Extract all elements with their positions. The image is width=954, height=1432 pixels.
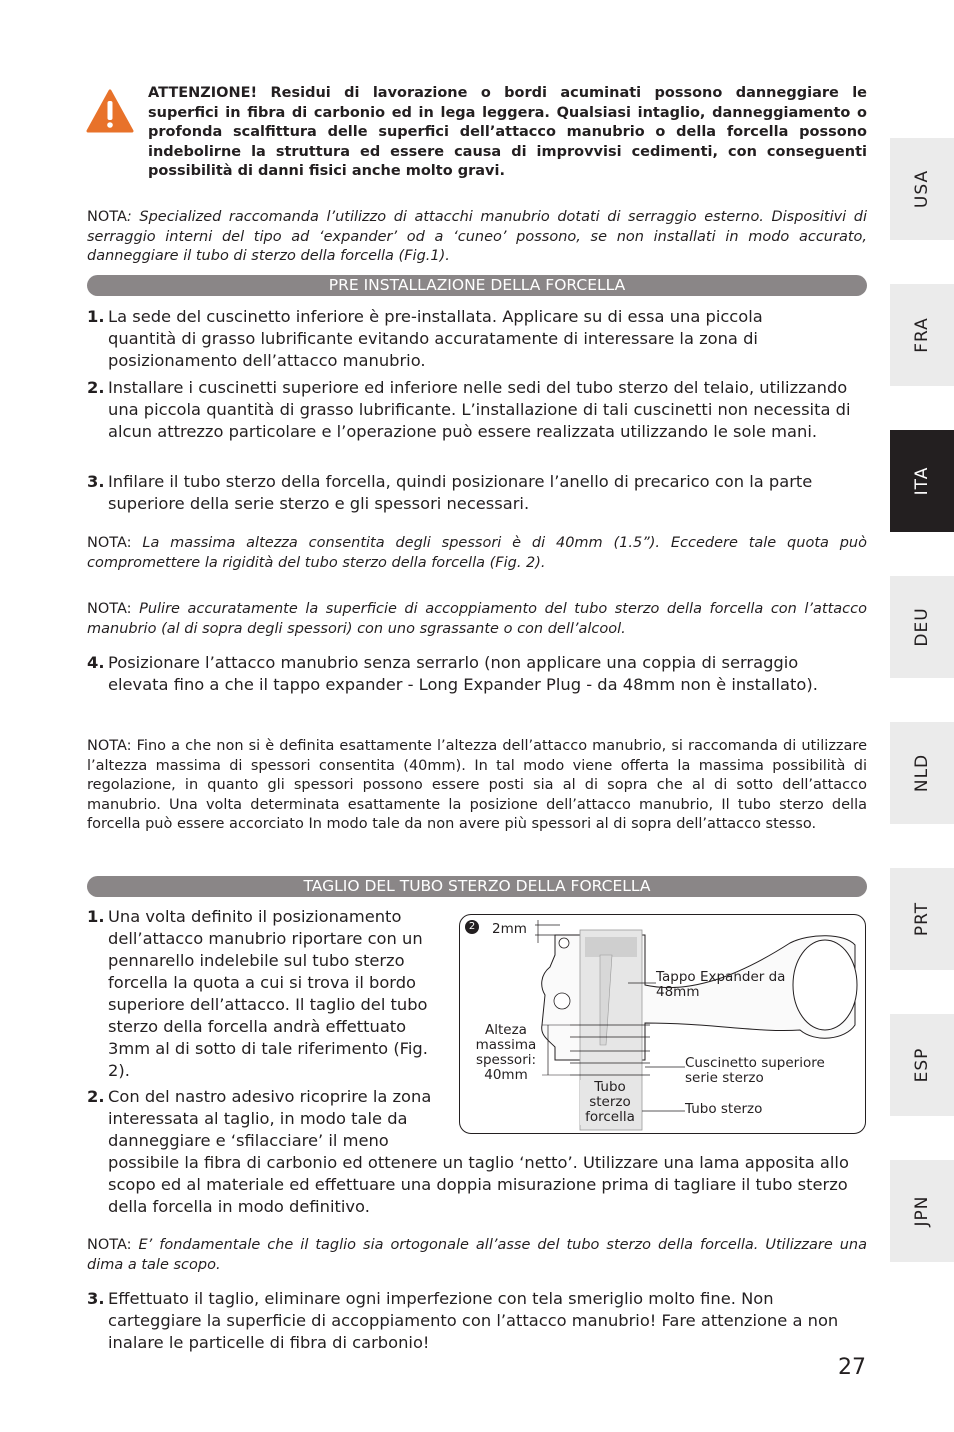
page-number: 27	[838, 1355, 866, 1380]
figure-2	[459, 914, 866, 1134]
tab-fra[interactable]: FRA	[890, 284, 954, 386]
warning-triangle-icon	[86, 88, 134, 134]
tab-nld[interactable]: NLD	[890, 722, 954, 824]
label-upper-bearing: Cuscinetto superiore serie sterzo	[685, 1055, 825, 1086]
section-title-pre-installation: PRE INSTALLAZIONE DELLA FORCELLA	[87, 275, 867, 296]
step-2: 2. Installare i cuscinetti superiore ed inferiore nelle sedi del tubo sterzo del telaio, utilizzando una piccola quantità di grasso lubrificante. L’installazione di tali cuscinetti non necessita di alcun attrezzo particolare e l’operazione può essere realizzata utilizzando le sole mani.	[87, 378, 851, 441]
tab-jpn[interactable]: JPN	[890, 1160, 954, 1262]
label-expander-plug: Tappo Expander da 48mm	[656, 969, 786, 1000]
tab-deu[interactable]: DEU	[890, 576, 954, 678]
figure-number: 2	[468, 921, 476, 932]
cut-step-1: 1. Una volta definito il posizionamento dell’attacco manubrio riportare con un pennarello indelebile sul tubo sterzo forcella la quota a cui si trova il bordo superiore dell’attacco. Il taglio del tubo sterzo della forcella andrà effettuato 3mm al di sotto di tale riferimento (Fig. 2).	[87, 907, 428, 1080]
label-max-spacer-height: Alteza massima spessori: 40mm	[475, 1022, 537, 1083]
label-steerer-tube: Tubo sterzo	[685, 1101, 763, 1117]
tab-esp[interactable]: ESP	[890, 1014, 954, 1116]
cut-step-2: 2. Con del nastro adesivo ricoprire la zona interessata al taglio, in modo tale da danneggiare e ‘sfilacciare’ il meno possibile la fibra di carbonio ed ottenere un taglio ‘netto’. Utilizzare una lama apposita allo scopo ed al materiale ed effettuare una doppia misurazione prima di tagliare il tubo sterzo della forcella in modo definitivo.	[87, 1087, 849, 1216]
note-clean-surface: NOTA: Pulire accuratamente la superficie di accoppiamento del tubo sterzo della forcella con l’attacco manubrio (al di sopra degli spessori) con uno sgrassante o con dell’alcool.	[87, 601, 867, 637]
note-external-clamp: NOTA: Specialized raccomanda l’utilizzo di attacchi manubrio dotati di serraggio esterno. Dispositivi di serraggio interni del tipo ad ‘expander’ od a ‘cuneo’ possono, se non installati in modo accurato, danneggiare il tubo di sterzo della forcella (Fig.1).	[87, 209, 867, 264]
cut-step-3: 3. Effettuato il taglio, eliminare ogni imperfezione con tela smeriglio molto fine. Non carteggiare la superficie di accoppiamento con l’attacco manubrio! Fare attenzione a non inalare le particelle di fibra di carbonio!	[87, 1289, 839, 1352]
tab-usa[interactable]: USA	[890, 138, 954, 240]
note-orthogonal-cut: NOTA: E’ fondamentale che il taglio sia ortogonale all’asse del tubo sterzo della forcella. Utilizzare una dima a tale scopo.	[87, 1237, 867, 1273]
step-3: 3. Infilare il tubo sterzo della forcella, quindi posizionare l’anello di precarico con la parte superiore della serie sterzo e gli spessori necessari.	[87, 472, 813, 513]
label-2mm: 2mm	[492, 921, 527, 937]
tab-ita[interactable]: ITA	[890, 430, 954, 532]
tab-prt[interactable]: PRT	[890, 868, 954, 970]
step-4: 4. Posizionare l’attacco manubrio senza serrarlo (non applicare una coppia di serraggio elevata fino a che il tappo expander - Long Expander Plug - da 48mm non è installato).	[87, 653, 818, 694]
label-steerer-tube-inner: Tubo sterzo forcella	[580, 1080, 640, 1125]
warning-text: ATTENZIONE! Residui di lavorazione o bordi acuminati possono danneggiare le superfici in fibra di carbonio ed in lega leggera. Qualsiasi intaglio, danneggiamento o profonda scalfittura delle superfici dell’attacco manubrio o della forcella possono indebolirne la struttura ed essere causa di improvvisi cedimenti, con conseguenti possibilità di danni fisici anche molto gravi.	[148, 85, 867, 179]
step-1: 1. La sede del cuscinetto inferiore è pre-installata. Applicare su di essa una piccola quantità di grasso lubrificante evitando accuratamente di interessare la zona di posizionamento dell’attacco manubrio.	[87, 307, 763, 370]
section-title-cutting: TAGLIO DEL TUBO STERZO DELLA FORCELLA	[87, 876, 867, 897]
note-spacer-height: NOTA: La massima altezza consentita degli spessori è di 40mm (1.5”). Eccedere tale quota può compromettere la rigidità del tubo sterzo della forcella (Fig. 2).	[87, 535, 867, 571]
note-stem-height: NOTA: Fino a che non si è definita esattamente l’altezza dell’attacco manubrio, si raccomanda di utilizzare l’altezza massima di spessori consentita (40mm). In tal modo viene offerta la massima possibilità di regolazione, in quanto gli spessori possono essere posti sia al di sopra che al di sotto dell’attacco manubrio. Una volta determinata esattamente la posizione dell’attacco manubrio, Il tubo sterzo della forcella può essere accorciato In modo tale da non avere più spessori al di sopra dell’attacco stesso.	[87, 738, 867, 832]
